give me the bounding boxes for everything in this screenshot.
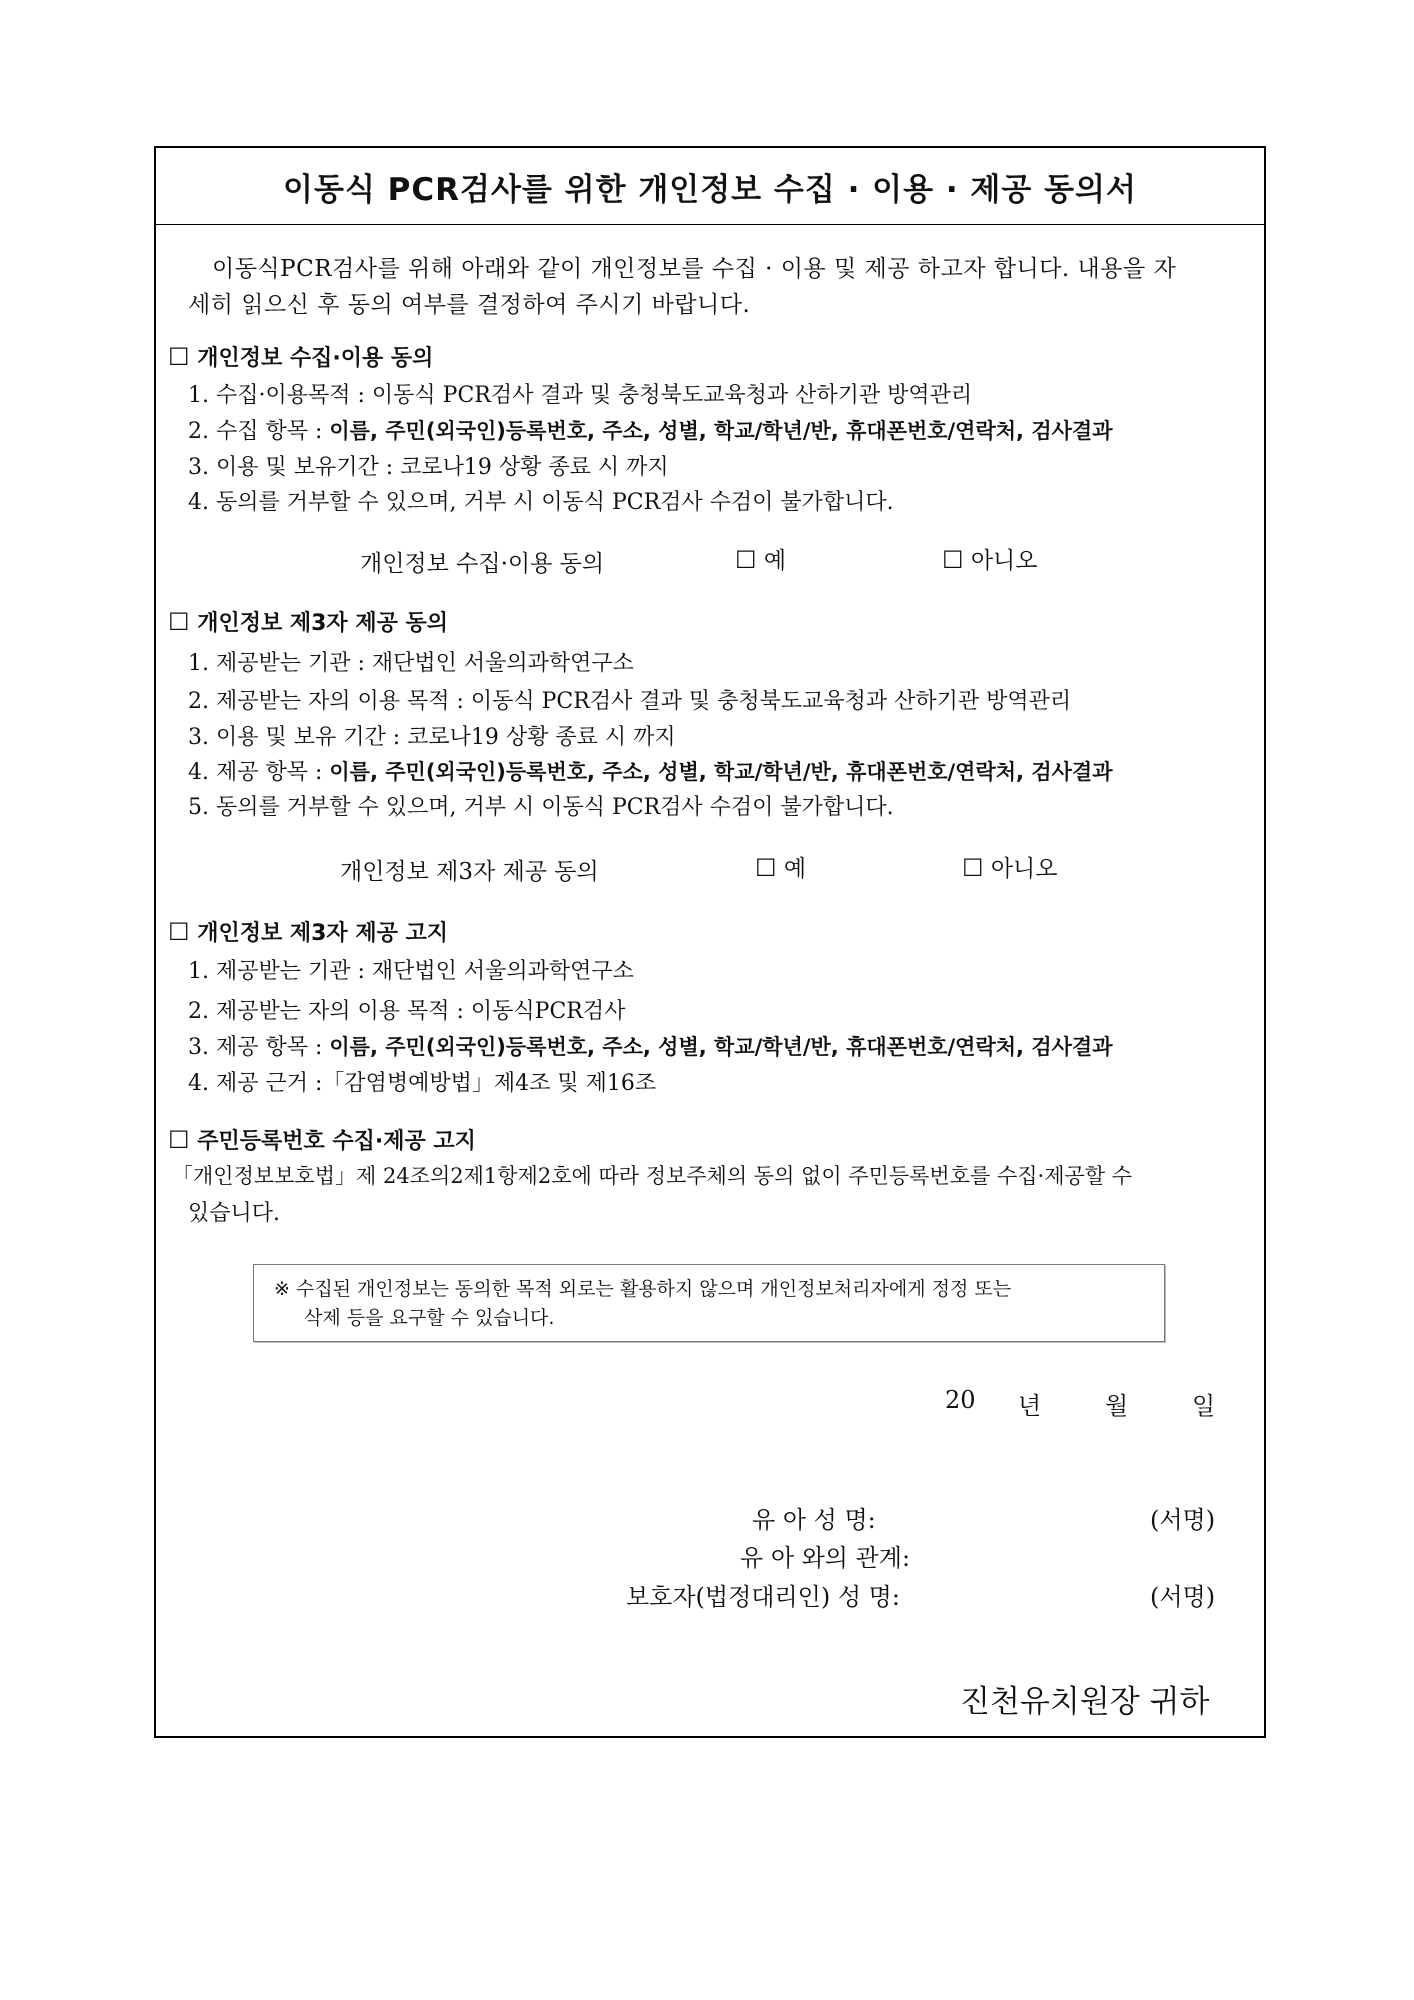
section1-item-1: 1. 수집·이용목적 : 이동식 PCR검사 결과 및 충청북도교육청과 산하기관 방역관리 xyxy=(188,383,973,408)
section3-item-2: 2. 제공받는 자의 이용 목적 : 이동식PCR검사 xyxy=(188,999,626,1024)
section2-item-5: 5. 동의를 거부할 수 있으며, 거부 시 이동식 PCR검사 수검이 불가합니다. xyxy=(188,795,894,820)
section1-heading-text: 개인정보 수집·이용 동의 xyxy=(197,346,434,371)
section2-yes-checkbox[interactable]: ☐ xyxy=(755,854,777,882)
section1-yes-label: 예 xyxy=(763,548,787,574)
date-month-label: 월 xyxy=(1105,1392,1129,1420)
section2-item-2: 2. 제공받는 자의 이용 목적 : 이동식 PCR검사 결과 및 충청북도교육청과 산하기관 방역관리 xyxy=(188,689,1072,714)
form-title: 이동식 PCR검사를 위한 개인정보 수집 · 이용 · 제공 동의서 xyxy=(283,171,1137,208)
notice-line-1: ※ 수집된 개인정보는 동의한 목적 외로는 활용하지 않으며 개인정보처리자에게 정정 또는 xyxy=(274,1278,1012,1300)
section1-item-2-fields: 이름, 주민(외국인)등록번호, 주소, 성별, 학교/학년/반, 휴대폰번호/연락처, 검사결과 xyxy=(329,419,1113,443)
section2-no-label: 아니오 xyxy=(990,856,1058,882)
child-sign-mark: (서명) xyxy=(1150,1506,1216,1534)
section1-no-label: 아니오 xyxy=(970,548,1038,574)
section-bullet-icon: ☐ xyxy=(168,918,190,946)
section3-heading-text: 개인정보 제3자 제공 고지 xyxy=(197,921,448,946)
section2-yes-label: 예 xyxy=(783,856,807,882)
section1-yes-checkbox[interactable]: ☐ xyxy=(735,546,757,574)
guardian-sign-mark: (서명) xyxy=(1150,1583,1216,1611)
section2-item-3: 3. 이용 및 보유 기간 : 코로나19 상황 종료 시 까지 xyxy=(188,725,676,750)
intro-line-2: 세히 읽으신 후 동의 여부를 결정하여 주시기 바랍니다. xyxy=(188,292,751,318)
date-year-label: 년 xyxy=(1018,1392,1042,1420)
date-prefix: 20 xyxy=(945,1386,976,1414)
notice-line-2: 삭제 등을 요구할 수 있습니다. xyxy=(304,1307,555,1329)
section2-item-1: 1. 제공받는 기관 : 재단법인 서울의과학연구소 xyxy=(188,651,634,676)
section2-item-4-fields: 이름, 주민(외국인)등록번호, 주소, 성별, 학교/학년/반, 휴대폰번호/연락처, 검사결과 xyxy=(329,760,1113,784)
section2-item-4-prefix: 4. 제공 항목 : xyxy=(188,760,330,785)
section2-heading-text: 개인정보 제3자 제공 동의 xyxy=(197,611,448,636)
section4-line-1: 「개인정보보호법」제 24조의2제1항제2호에 따라 정보주체의 동의 없이 주민등록번호를 수집·제공할 수 xyxy=(172,1164,1133,1188)
child-name-label: 유 아 성 명: xyxy=(752,1506,876,1534)
section1-item-2 xyxy=(188,414,1112,445)
section3-item-3 xyxy=(188,1030,1112,1061)
section4-heading xyxy=(168,1124,476,1155)
section3-item-4: 4. 제공 근거 :「감염병예방법」제4조 및 제16조 xyxy=(188,1071,657,1096)
section2-consent-label: 개인정보 제3자 제공 동의 xyxy=(340,859,599,885)
section3-item-1: 1. 제공받는 기관 : 재단법인 서울의과학연구소 xyxy=(188,959,634,984)
section1-item-2-prefix: 2. 수집 항목 : xyxy=(188,419,330,444)
section1-yes-option[interactable] xyxy=(735,542,786,575)
section2-yes-option[interactable] xyxy=(755,850,806,883)
section1-item-4: 4. 동의를 거부할 수 있으며, 거부 시 이동식 PCR검사 수검이 불가합니다. xyxy=(188,490,894,515)
section-bullet-icon: ☐ xyxy=(168,1126,190,1154)
addressee: 진천유치원장 귀하 xyxy=(960,1684,1210,1720)
section-bullet-icon: ☐ xyxy=(168,343,190,371)
section2-heading xyxy=(168,606,448,637)
section3-heading xyxy=(168,916,448,947)
section2-item-4 xyxy=(188,755,1112,786)
section3-item-3-prefix: 3. 제공 항목 : xyxy=(188,1035,330,1060)
section3-item-3-fields: 이름, 주민(외국인)등록번호, 주소, 성별, 학교/학년/반, 휴대폰번호/연락처, 검사결과 xyxy=(329,1035,1113,1059)
section1-heading xyxy=(168,341,433,372)
section-bullet-icon: ☐ xyxy=(168,608,190,636)
title-bar xyxy=(156,148,1264,225)
date-day-label: 일 xyxy=(1192,1392,1216,1420)
intro-line-1: 이동식PCR검사를 위해 아래와 같이 개인정보를 수집 · 이용 및 제공 하고자 합니다. 내용을 자 xyxy=(212,256,1177,282)
section1-no-option[interactable] xyxy=(942,542,1037,575)
section2-no-checkbox[interactable]: ☐ xyxy=(962,854,984,882)
section1-consent-label: 개인정보 수집·이용 동의 xyxy=(360,551,605,577)
guardian-name-label: 보호자(법정대리인) 성 명: xyxy=(626,1583,900,1611)
relation-label: 유 아 와의 관계: xyxy=(740,1544,911,1572)
section4-heading-text: 주민등록번호 수집·제공 고지 xyxy=(197,1129,476,1154)
section1-no-checkbox[interactable]: ☐ xyxy=(942,546,964,574)
section4-line-2: 있습니다. xyxy=(188,1201,281,1226)
section2-no-option[interactable] xyxy=(962,850,1057,883)
section1-item-3: 3. 이용 및 보유기간 : 코로나19 상황 종료 시 까지 xyxy=(188,455,669,480)
notice-box xyxy=(253,1264,1165,1342)
